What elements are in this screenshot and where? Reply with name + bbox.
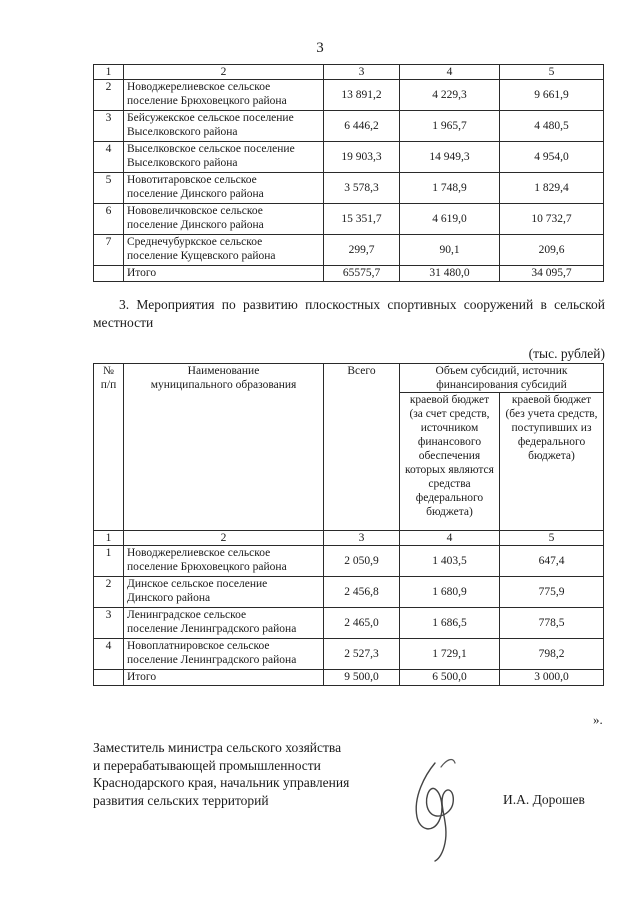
row-number	[94, 670, 124, 686]
regional-budget-own: 9 661,9	[500, 80, 604, 111]
table-row	[94, 142, 604, 173]
municipality-name: Новоджерелиевское сельское поселение Брюховецкого района	[124, 546, 324, 577]
total-row	[94, 266, 604, 282]
header-total-cont	[324, 393, 400, 531]
regional-budget-own: 775,9	[500, 577, 604, 608]
table-row	[94, 235, 604, 266]
col-number: 5	[500, 531, 604, 546]
municipality-name: Выселковское сельское поселение Выселковского района	[124, 142, 324, 173]
regional-budget-federal: 4 229,3	[400, 80, 500, 111]
regional-budget-federal: 90,1	[400, 235, 500, 266]
row-number: 5	[94, 173, 124, 204]
table-row	[94, 204, 604, 235]
regional-budget-own: 10 732,7	[500, 204, 604, 235]
regional-budget-federal: 4 619,0	[400, 204, 500, 235]
total-value: 13 891,2	[324, 80, 400, 111]
col-number: 5	[500, 65, 604, 80]
municipality-name: Бейсужекское сельское поселение Выселковского района	[124, 111, 324, 142]
header-num: № п/п	[94, 364, 124, 393]
regional-budget-federal: 1 965,7	[400, 111, 500, 142]
table-sports-facilities	[93, 363, 604, 686]
municipality-name: Ленинградское сельское поселение Ленинградского района	[124, 608, 324, 639]
total-value: 15 351,7	[324, 204, 400, 235]
regional-budget-federal: 1 748,9	[400, 173, 500, 204]
col-number: 3	[324, 65, 400, 80]
row-number: 1	[94, 546, 124, 577]
row-number: 7	[94, 235, 124, 266]
total-value: 65575,7	[324, 266, 400, 282]
header-num-cont	[94, 393, 124, 531]
total-value: 19 903,3	[324, 142, 400, 173]
municipality-name: Среднечубуркское сельское поселение Кущевского района	[124, 235, 324, 266]
handwritten-signature	[395, 745, 485, 865]
col-number: 1	[94, 531, 124, 546]
municipality-name: Нововеличковское сельское поселение Динского района	[124, 204, 324, 235]
regional-budget-federal: 1 686,5	[400, 608, 500, 639]
col-number: 1	[94, 65, 124, 80]
row-number: 4	[94, 142, 124, 173]
row-number: 2	[94, 80, 124, 111]
regional-budget-federal: 31 480,0	[400, 266, 500, 282]
municipality-name: Динское сельское поселение Динского района	[124, 577, 324, 608]
table-row	[94, 608, 604, 639]
signatory-name: И.А. Дорошев	[503, 792, 585, 807]
regional-budget-own: 4 954,0	[500, 142, 604, 173]
total-value: 6 446,2	[324, 111, 400, 142]
total-value: 2 456,8	[324, 577, 400, 608]
regional-budget-federal: 1 403,5	[400, 546, 500, 577]
header-subsidy: Объем субсидий, источник финансирования субсидий	[400, 364, 604, 393]
table-header-numbers	[94, 531, 604, 546]
regional-budget-federal: 1 729,1	[400, 639, 500, 670]
municipality-name: Новоджерелиевское сельское поселение Брюховецкого района	[124, 80, 324, 111]
table-header-numbers	[94, 65, 604, 80]
row-number: 2	[94, 577, 124, 608]
table-row	[94, 577, 604, 608]
total-value: 2 050,9	[324, 546, 400, 577]
table-row	[94, 173, 604, 204]
municipality-name: Новотитаровское сельское поселение Динского района	[124, 173, 324, 204]
table-row	[94, 639, 604, 670]
signatory-title: Заместитель министра сельского хозяйства и перерабатывающей промышленности Краснодарского края, начальник управления развития сельских территорий	[93, 740, 350, 808]
regional-budget-federal: 14 949,3	[400, 142, 500, 173]
units-label: (тыс. рублей)	[528, 346, 605, 361]
row-number: 3	[94, 111, 124, 142]
col-number: 2	[124, 65, 324, 80]
total-value: 2 465,0	[324, 608, 400, 639]
row-number	[94, 266, 124, 282]
col-number: 4	[400, 531, 500, 546]
col-number: 3	[324, 531, 400, 546]
total-value: 2 527,3	[324, 639, 400, 670]
section-heading: 3. Мероприятия по развитию плоскостных спортивных сооружений в сельской местности	[93, 297, 605, 330]
table-row	[94, 546, 604, 577]
col-number: 4	[400, 65, 500, 80]
municipality-name: Новоплатнировское сельское поселение Ленинградского района	[124, 639, 324, 670]
header-name: Наименование муниципального образования	[124, 364, 324, 393]
header-total: Всего	[324, 364, 400, 393]
total-value: 299,7	[324, 235, 400, 266]
table-row	[94, 80, 604, 111]
total-label: Итого	[124, 670, 324, 686]
regional-budget-own: 209,6	[500, 235, 604, 266]
closing-quote: ».	[593, 712, 603, 727]
regional-budget-own: 778,5	[500, 608, 604, 639]
total-value: 3 578,3	[324, 173, 400, 204]
col-number: 2	[124, 531, 324, 546]
table-row	[94, 111, 604, 142]
regional-budget-federal: 1 680,9	[400, 577, 500, 608]
total-label: Итого	[124, 266, 324, 282]
header-col4: краевой бюджет (за счет средств, источником финансового обеспечения которых являются средства федерального бюджета)	[400, 393, 500, 531]
regional-budget-federal: 6 500,0	[400, 670, 500, 686]
total-value: 9 500,0	[324, 670, 400, 686]
header-col5: краевой бюджет (без учета средств, поступивших из федерального бюджета)	[500, 393, 604, 531]
regional-budget-own: 647,4	[500, 546, 604, 577]
table-subsidies-part1	[93, 64, 604, 282]
regional-budget-own: 1 829,4	[500, 173, 604, 204]
total-row	[94, 670, 604, 686]
row-number: 6	[94, 204, 124, 235]
row-number: 3	[94, 608, 124, 639]
regional-budget-own: 4 480,5	[500, 111, 604, 142]
header-name-cont	[124, 393, 324, 531]
regional-budget-own: 798,2	[500, 639, 604, 670]
regional-budget-own: 34 095,7	[500, 266, 604, 282]
row-number: 4	[94, 639, 124, 670]
page-number: 3	[316, 40, 324, 56]
regional-budget-own: 3 000,0	[500, 670, 604, 686]
